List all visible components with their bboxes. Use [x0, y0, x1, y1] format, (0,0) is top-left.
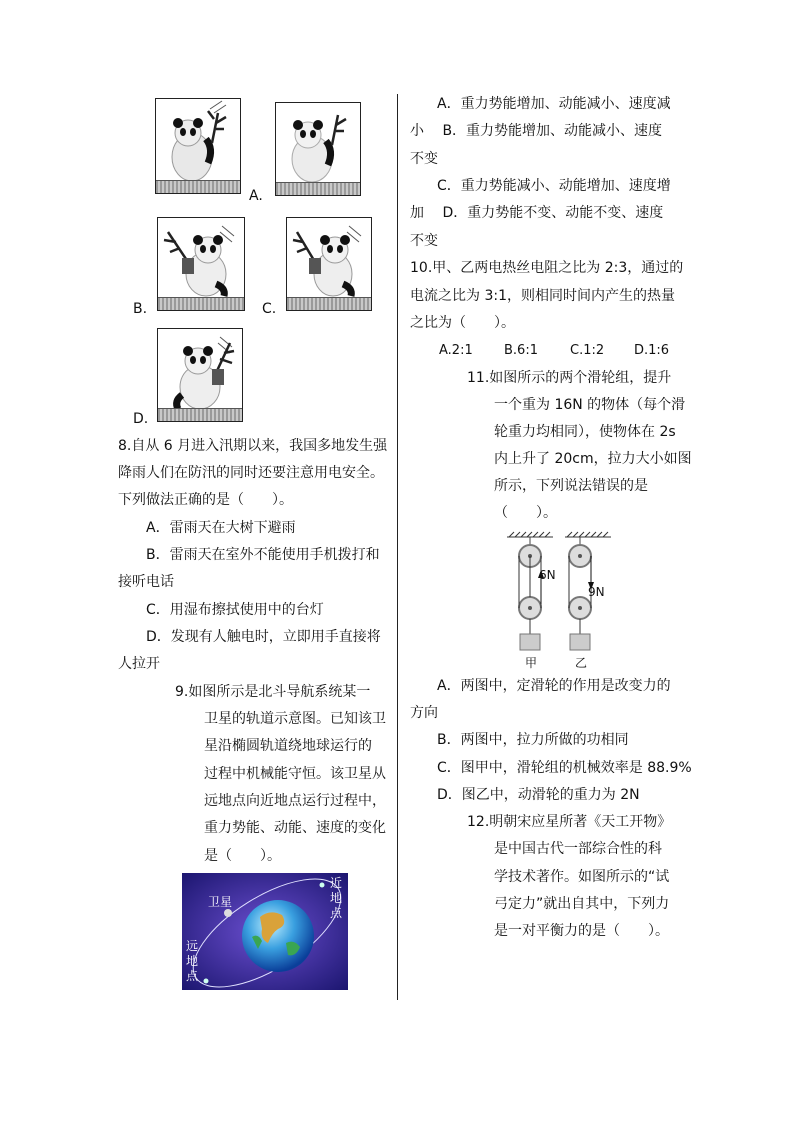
ceiling-mount: [507, 532, 611, 537]
option-a-cont: 方向: [410, 705, 438, 721]
option-a: A．两图中，定滑轮的作用是改变力的: [437, 678, 671, 694]
earth-icon: [242, 900, 314, 972]
question-text: 12.明朝宋应星所著《天工开物》: [467, 814, 672, 830]
option-line: 不变: [410, 233, 438, 249]
question-text: 是（ ）。: [204, 848, 281, 864]
option-c: C．图甲中，滑轮组的机械效率是 88.9%: [437, 760, 692, 776]
option-line: A．重力势能增加、动能减小、速度减: [437, 96, 671, 112]
option-label-a: A.: [249, 188, 263, 204]
question-text: 弓定力”就出自其中，下列力: [494, 896, 670, 912]
question-text: 是中国古代一部综合性的科: [494, 841, 662, 857]
satellite-orbit-figure: [182, 873, 348, 990]
question-text: 之比为（ ）。: [410, 315, 515, 331]
satellite-icon: [224, 909, 232, 917]
option-b: B．两图中，拉力所做的功相同: [437, 732, 629, 748]
option-a: A．雷雨天在大树下避雨: [146, 520, 296, 536]
question-text: 星沿椭圆轨道绕地球运行的: [204, 738, 372, 754]
option-line: C．重力势能减小、动能增加、速度增: [437, 178, 671, 194]
option-b: B．雷雨天在室外不能使用手机拨打和: [146, 547, 380, 563]
question-text: 过程中机械能守恒。该卫星从: [204, 766, 386, 782]
option-line: 不变: [410, 151, 438, 167]
question-text: （ ）。: [494, 505, 557, 521]
perigee-label: 近地点: [330, 876, 343, 920]
pulley-figure: [505, 530, 620, 670]
question-text: 远地点向近地点运行过程中，: [204, 793, 386, 809]
option-d: D.1:6: [634, 343, 670, 358]
option-line: 加 D．重力势能不变、动能不变、速度: [410, 205, 664, 221]
question-text: 9.如图所示是北斗导航系统某一: [175, 684, 371, 700]
option-line: 小 B．重力势能增加、动能减小、速度: [410, 123, 663, 139]
question-text: 学技术著作。如图所示的“试: [494, 869, 670, 885]
weight-block: [570, 634, 590, 650]
panda-image-d: [157, 328, 243, 422]
satellite-label: 卫星: [208, 895, 233, 909]
weight-block: [520, 634, 540, 650]
ground-strip: [276, 182, 360, 195]
option-b: B.6:1: [504, 343, 538, 358]
question-text: 降雨人们在防汛的同时还要注意用电安全。: [118, 465, 384, 481]
question-text: 电流之比为 3:1，则相同时间内产生的热量: [410, 288, 675, 304]
option-c: C.1:2: [570, 343, 605, 358]
question-text: 内上升了 20cm，拉力大小如图: [494, 451, 692, 467]
panda-icon: [156, 99, 240, 193]
panda-image-a: [275, 102, 361, 196]
pulley-system-jia: [519, 537, 544, 650]
option-d-cont: 人拉开: [118, 656, 160, 672]
option-d: D．发现有人触电时，立即用手直接将: [146, 629, 381, 645]
panda-image-b: [157, 217, 245, 311]
force-label-jia: 6N: [539, 568, 556, 582]
question-text: 一个重为 16N 的物体（每个滑: [494, 397, 686, 413]
ground-strip: [156, 180, 240, 193]
option-label-d: D.: [133, 411, 149, 427]
ground-strip: [287, 297, 371, 310]
option-label-b: B.: [133, 301, 148, 317]
ground-strip: [158, 408, 242, 421]
ground-strip: [158, 297, 244, 310]
option-c: C．用湿布擦拭使用中的台灯: [146, 602, 324, 618]
option-label-c: C.: [262, 301, 277, 317]
question-text: 所示，下列说法错误的是: [494, 478, 648, 494]
option-a: A.2:1: [439, 343, 473, 358]
question-text: 10.甲、乙两电热丝电阻之比为 2:3，通过的: [410, 260, 684, 276]
question-text: 重力势能、动能、速度的变化: [204, 820, 386, 836]
panda-image-c: [286, 217, 372, 311]
question-text: 是一对平衡力的是（ ）。: [494, 923, 669, 939]
question-text: 8.自从 6 月进入汛期以来，我国多地发生强: [118, 438, 388, 454]
option-d: D．图乙中，动滑轮的重力为 2N: [437, 787, 640, 803]
force-label-yi: 9N: [588, 585, 605, 599]
question-text: 卫星的轨道示意图。已知该卫: [204, 711, 386, 727]
panda-image-unlabeled: [155, 98, 241, 194]
caption-yi: 乙: [575, 656, 588, 670]
caption-jia: 甲: [525, 656, 538, 670]
question-text: 11.如图所示的两个滑轮组，提升: [467, 370, 672, 386]
question-text: 下列做法正确的是（ ）。: [118, 492, 293, 508]
column-divider: [397, 94, 398, 1000]
option-b-cont: 接听电话: [118, 574, 174, 590]
question-text: 轮重力均相同），使物体在 2s: [494, 424, 676, 440]
apogee-label: 远地点: [186, 939, 199, 983]
